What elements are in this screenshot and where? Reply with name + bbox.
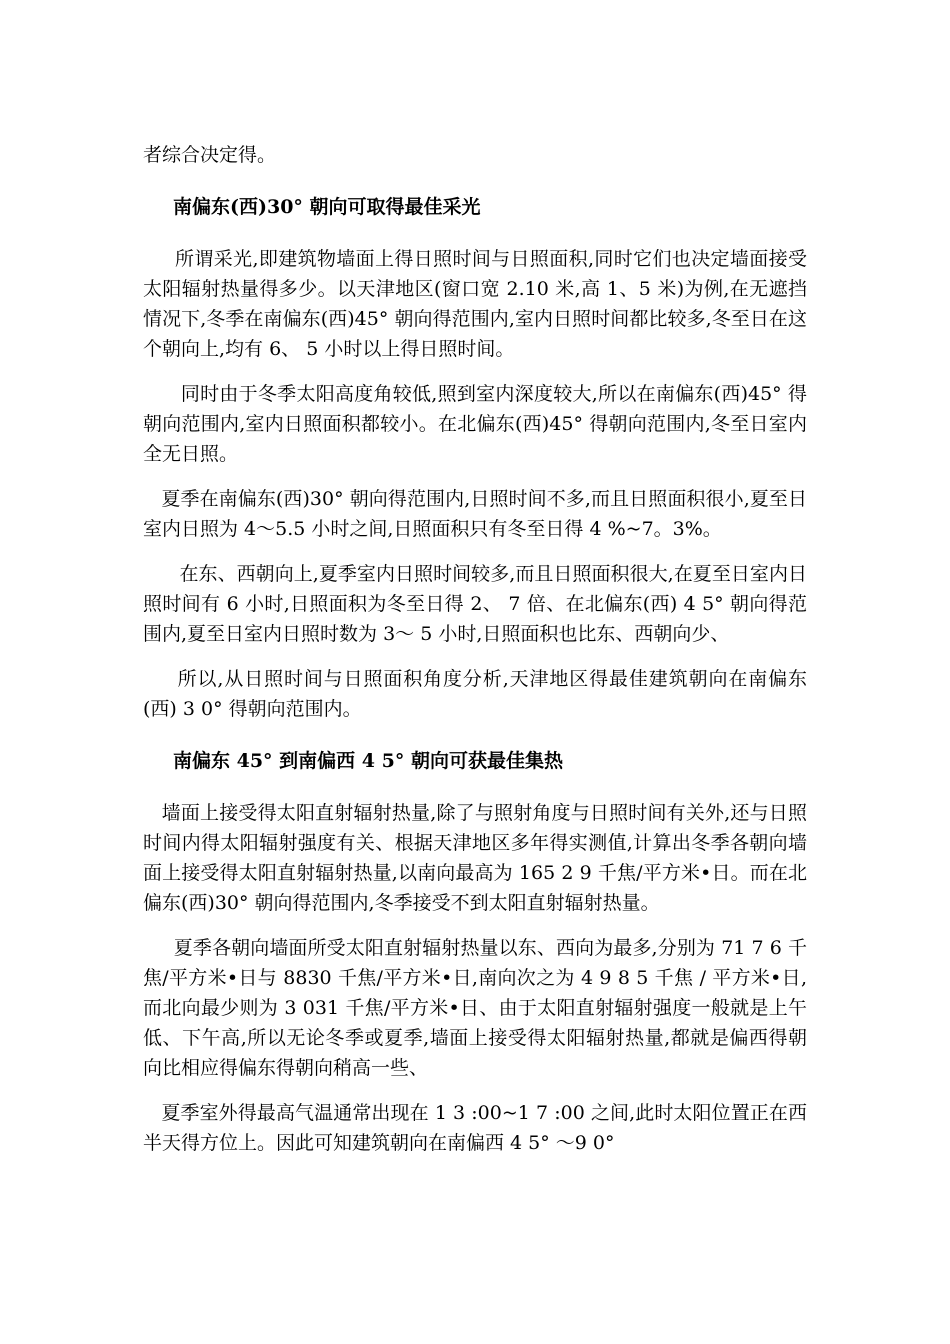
paragraph-east-west-orientation: 在东、西朝向上,夏季室内日照时间较多,而且日照面积很大,在夏至日室内日照时间有 6 小时,日照面积为冬至日得 2、 7 倍、在北偏东(西) 4 5° 朝向得范围内,夏至日室内日照时数为 3～ 5 小时,日照面积也比东、西朝向少、 (143, 563, 807, 645)
section-heading-heat-collection: 南偏东 45° 到南偏西 4 5° 朝向可获最佳集热 (173, 750, 563, 772)
paragraph-lighting-definition: 所谓采光,即建筑物墙面上得日照时间与日照面积,同时它们也决定墙面接受太阳辐射热量得多少。以天津地区(窗口宽 2.10 米,高 1、5 米)为例,在无遮挡情况下,冬季在南偏东(西)45° 朝向得范围内,室内日照时间都比较多,冬至日在这个朝向上,均有 6、 5 小时以上得日照时间。 (143, 248, 807, 360)
paragraph-summer-sunlight: 夏季在南偏东(西)30° 朝向得范围内,日照时间不多,而且日照面积很小,夏至日室内日照为 4～5.5 小时之间,日照面积只有冬至日得 4 %~7。3%。 (143, 488, 807, 540)
section-heading-lighting: 南偏东(西)30° 朝向可取得最佳采光 (173, 196, 481, 218)
paragraph-lighting-conclusion: 所以,从日照时间与日照面积角度分析,天津地区得最佳建筑朝向在南偏东(西) 3 0° 得朝向范围内。 (143, 668, 807, 720)
document-page (143, 140, 807, 1158)
paragraph-summer-temperature: 夏季室外得最高气温通常出现在 1 3 :00~1 7 :00 之间,此时太阳位置正在西半天得方位上。因此可知建筑朝向在南偏西 4 5° ～9 0° (143, 1102, 807, 1154)
paragraph-winter-sun-angle: 同时由于冬季太阳高度角较低,照到室内深度较大,所以在南偏东(西)45° 得朝向范围内,室内日照面积都较小。在北偏东(西)45° 得朝向范围内,冬至日室内全无日照。 (143, 383, 807, 465)
paragraph-intro-tail: 者综合决定得。 (143, 144, 277, 166)
paragraph-summer-radiation: 夏季各朝向墙面所受太阳直射辐射热量以东、西向为最多,分别为 71 7 6 千焦/平方米•日与 8830 千焦/平方米•日,南向次之为 4 9 8 5 千焦 / 平方米•日,而北向最少则为 3 031 千焦/平方米•日、由于太阳直射辐射强度一般就是上午低、下午高,所以无论冬季或夏季,墙面上接受得太阳辐射热量,都就是偏西得朝向比相应得偏东得朝向稍高一些、 (143, 937, 807, 1079)
paragraph-winter-radiation: 墙面上接受得太阳直射辐射热量,除了与照射角度与日照时间有关外,还与日照时间内得太阳辐射强度有关、根据天津地区多年得实测值,计算出冬季各朝向墙面上接受得太阳直射辐射热量,以南向最高为 165 2 9 千焦/平方米•日。而在北偏东(西)30° 朝向得范围内,冬季接受不到太阳直射辐射热量。 (143, 802, 807, 914)
